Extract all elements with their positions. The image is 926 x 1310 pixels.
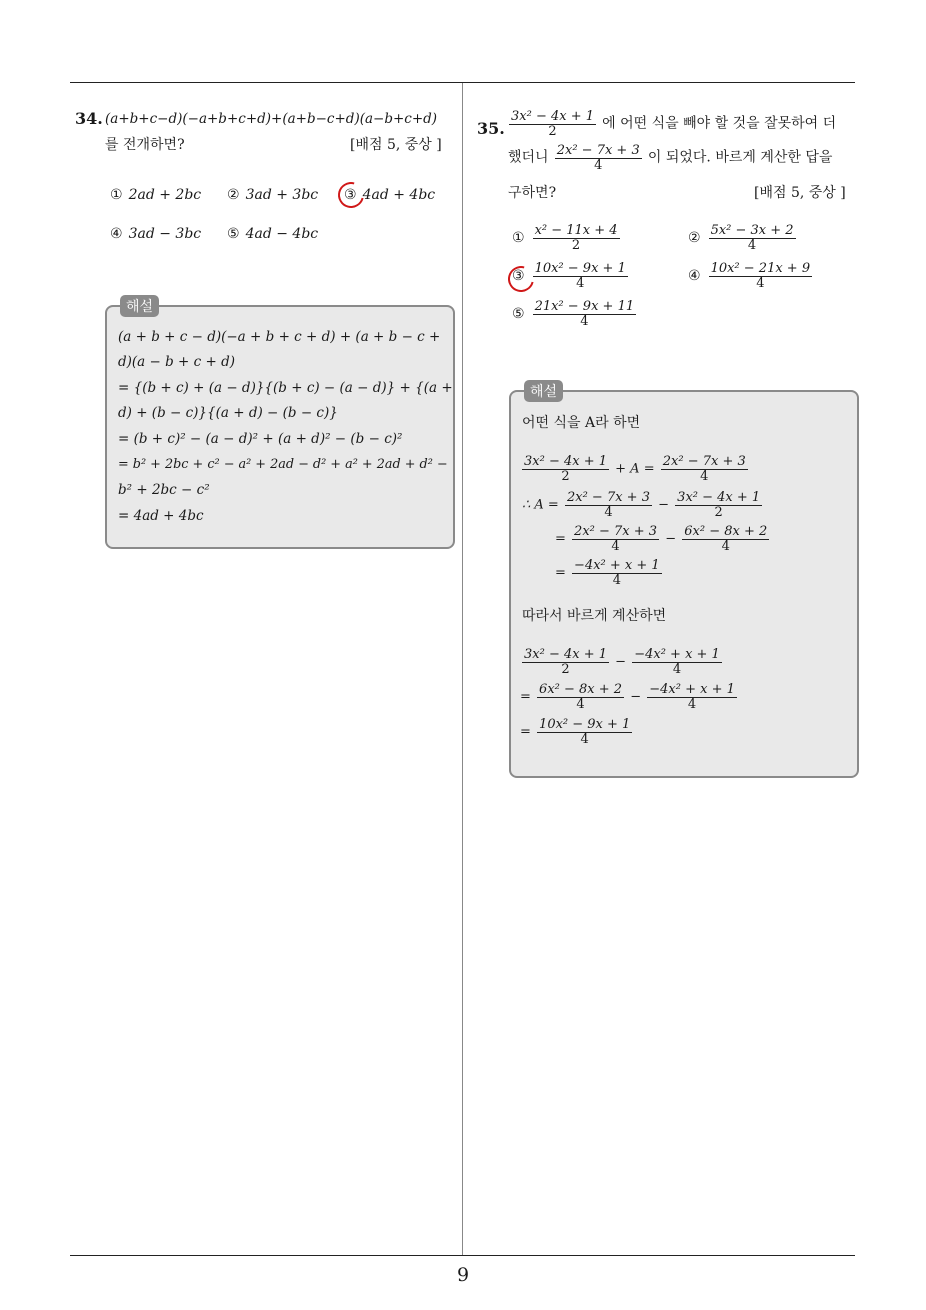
solution-line: = 4ad + 4bc	[118, 508, 204, 524]
page-number: 9	[456, 1264, 470, 1286]
fraction: $\frac{\text{3x² − 4x + 1}}{2}$	[524, 647, 608, 677]
choice-number: ①	[512, 230, 525, 247]
score-label: [배점 5, 중상 ]	[350, 137, 442, 153]
choice-1[interactable]	[110, 187, 201, 203]
choice-fraction: $\frac{\text{10x² − 21x + 9}}{4}$	[710, 261, 811, 291]
solution-line: = {(b + c) + (a − d)}{(b + c) − (a − d)} + {(a +	[118, 380, 453, 396]
choice-number: ⑤	[227, 226, 240, 242]
choice-number: ④	[688, 268, 701, 285]
solution-step-7: = $\frac{\text{10x² − 9x + 1}}{4}$	[520, 717, 631, 747]
choice-number: ②	[688, 230, 701, 247]
fraction: $\frac{\text{−4x² + x + 1}}{4}$	[574, 558, 660, 588]
solution-middle: 따라서 바르게 계산하면	[522, 608, 667, 624]
answer-mark-circle	[333, 177, 369, 213]
choice-fraction: $\frac{\text{5x² − 3x + 2}}{4}$	[710, 223, 794, 253]
fraction: $\frac{\text{2x² − 7x + 3}}{4}$	[574, 524, 658, 554]
question-prompt: 를 전개하면?	[105, 137, 185, 153]
solution-step-2: ∴ A = $\frac{\text{2x² − 7x + 3}}{4}$ − $\frac{\text{3x² − 4x + 1}}{2}$	[522, 490, 761, 520]
solution-step-1: $\frac{\text{3x² − 4x + 1}}{2}$ + A = $\frac{\text{2x² − 7x + 3}}{4}$	[524, 454, 746, 484]
fraction: $\frac{\text{10x² − 9x + 1}}{4}$	[539, 717, 631, 747]
solution-step-3: = $\frac{\text{2x² − 7x + 3}}{4}$ − $\frac{\text{6x² − 8x + 2}}{4}$	[555, 524, 768, 554]
choice-1[interactable]	[512, 224, 622, 252]
fraction: $\frac{\text{2x² − 7x + 3}}{4}$	[662, 454, 746, 484]
question-number: 35.	[477, 119, 505, 138]
fraction: $\frac{\text{3x² − 4x + 1}}{2}$	[524, 454, 608, 484]
choice-number: ④	[110, 226, 123, 242]
fraction: $\frac{\text{−4x² + x + 1}}{4}$	[649, 682, 735, 712]
solution-step-4: = $\frac{\text{−4x² + x + 1}}{4}$	[555, 558, 660, 588]
solution-step-5: $\frac{\text{3x² − 4x + 1}}{2}$ − $\frac{\text{−4x² + x + 1}}{4}$	[524, 647, 720, 677]
choice-fraction: $\frac{\text{21x² − 9x + 11}}{4}$	[534, 299, 635, 329]
solution-line: d) + (b − c)}{(a + d) − (b − c)}	[118, 405, 338, 421]
choice-4[interactable]	[110, 226, 201, 242]
choice-fraction: $\frac{\text{x² − 11x + 4}}{2}$	[534, 223, 618, 253]
choice-4[interactable]	[688, 262, 814, 290]
footer-rule	[70, 1255, 855, 1256]
question-line-2: 했더니 $\frac{\text{2x² − 7x + 3}}{4}$ 이 되었다. 바르게 계산한 답을	[508, 143, 833, 173]
solution-line: d)(a − b + c + d)	[118, 354, 236, 370]
choice-5[interactable]	[512, 300, 638, 328]
choice-number: ②	[227, 187, 240, 203]
choice-2[interactable]	[688, 224, 798, 252]
choice-text: 3ad − 3bc	[128, 226, 202, 242]
fraction: $\frac{\text{3x² − 4x + 1}}{2}$	[677, 490, 761, 520]
solution-step-6: = $\frac{\text{6x² − 8x + 2}}{4}$ − $\frac{\text{−4x² + x + 1}}{4}$	[520, 682, 735, 712]
choice-text: 3ad + 3bc	[245, 187, 319, 203]
choice-2[interactable]	[227, 187, 318, 203]
choice-text: 4ad − 4bc	[245, 226, 319, 242]
choice-number: ⑤	[512, 306, 525, 323]
score-label: [배점 5, 중상 ]	[754, 185, 846, 201]
choice-5[interactable]	[227, 226, 318, 242]
solution-line: (a + b + c − d)(−a + b + c + d) + (a + b − c +	[118, 329, 441, 345]
solution-badge: 해설	[120, 295, 159, 317]
solution-line: b² + 2bc − c²	[118, 482, 210, 498]
question-line-1: $\frac{\text{3x² − 4x + 1}}{2}$ 에 어떤 식을 빼야 할 것을 잘못하여 더	[511, 109, 837, 139]
fraction: $\frac{\text{6x² − 8x + 2}}{4}$	[539, 682, 623, 712]
question-expression: (a+b+c−d)(−a+b+c+d)+(a+b−c+d)(a−b+c+d)	[105, 111, 438, 127]
solution-badge: 해설	[524, 380, 563, 402]
choice-number: ③	[512, 268, 525, 285]
fraction: $\frac{\text{−4x² + x + 1}}{4}$	[634, 647, 720, 677]
choice-fraction: $\frac{\text{10x² − 9x + 1}}{4}$	[534, 261, 626, 291]
choice-text: 4ad + 4bc	[362, 187, 436, 203]
fraction: $\frac{\text{2x² − 7x + 3}}{4}$	[556, 143, 640, 173]
fraction: $\frac{\text{6x² − 8x + 2}}{4}$	[684, 524, 768, 554]
question-number: 34.	[75, 109, 103, 128]
fraction: $\frac{\text{3x² − 4x + 1}}{2}$	[511, 109, 595, 139]
question-line-3: 구하면?	[508, 185, 557, 201]
column-divider	[462, 83, 463, 1256]
choice-text: 2ad + 2bc	[128, 187, 202, 203]
solution-line: = b² + 2bc + c² − a² + 2ad − d² + a² + 2ad + d² −	[118, 457, 448, 472]
solution-intro: 어떤 식을 A라 하면	[522, 415, 641, 431]
choice-number: ③	[344, 187, 357, 203]
fraction: $\frac{\text{2x² − 7x + 3}}{4}$	[566, 490, 650, 520]
choice-number: ①	[110, 187, 123, 203]
solution-line: = (b + c)² − (a − d)² + (a + d)² − (b − c)²	[118, 431, 403, 447]
